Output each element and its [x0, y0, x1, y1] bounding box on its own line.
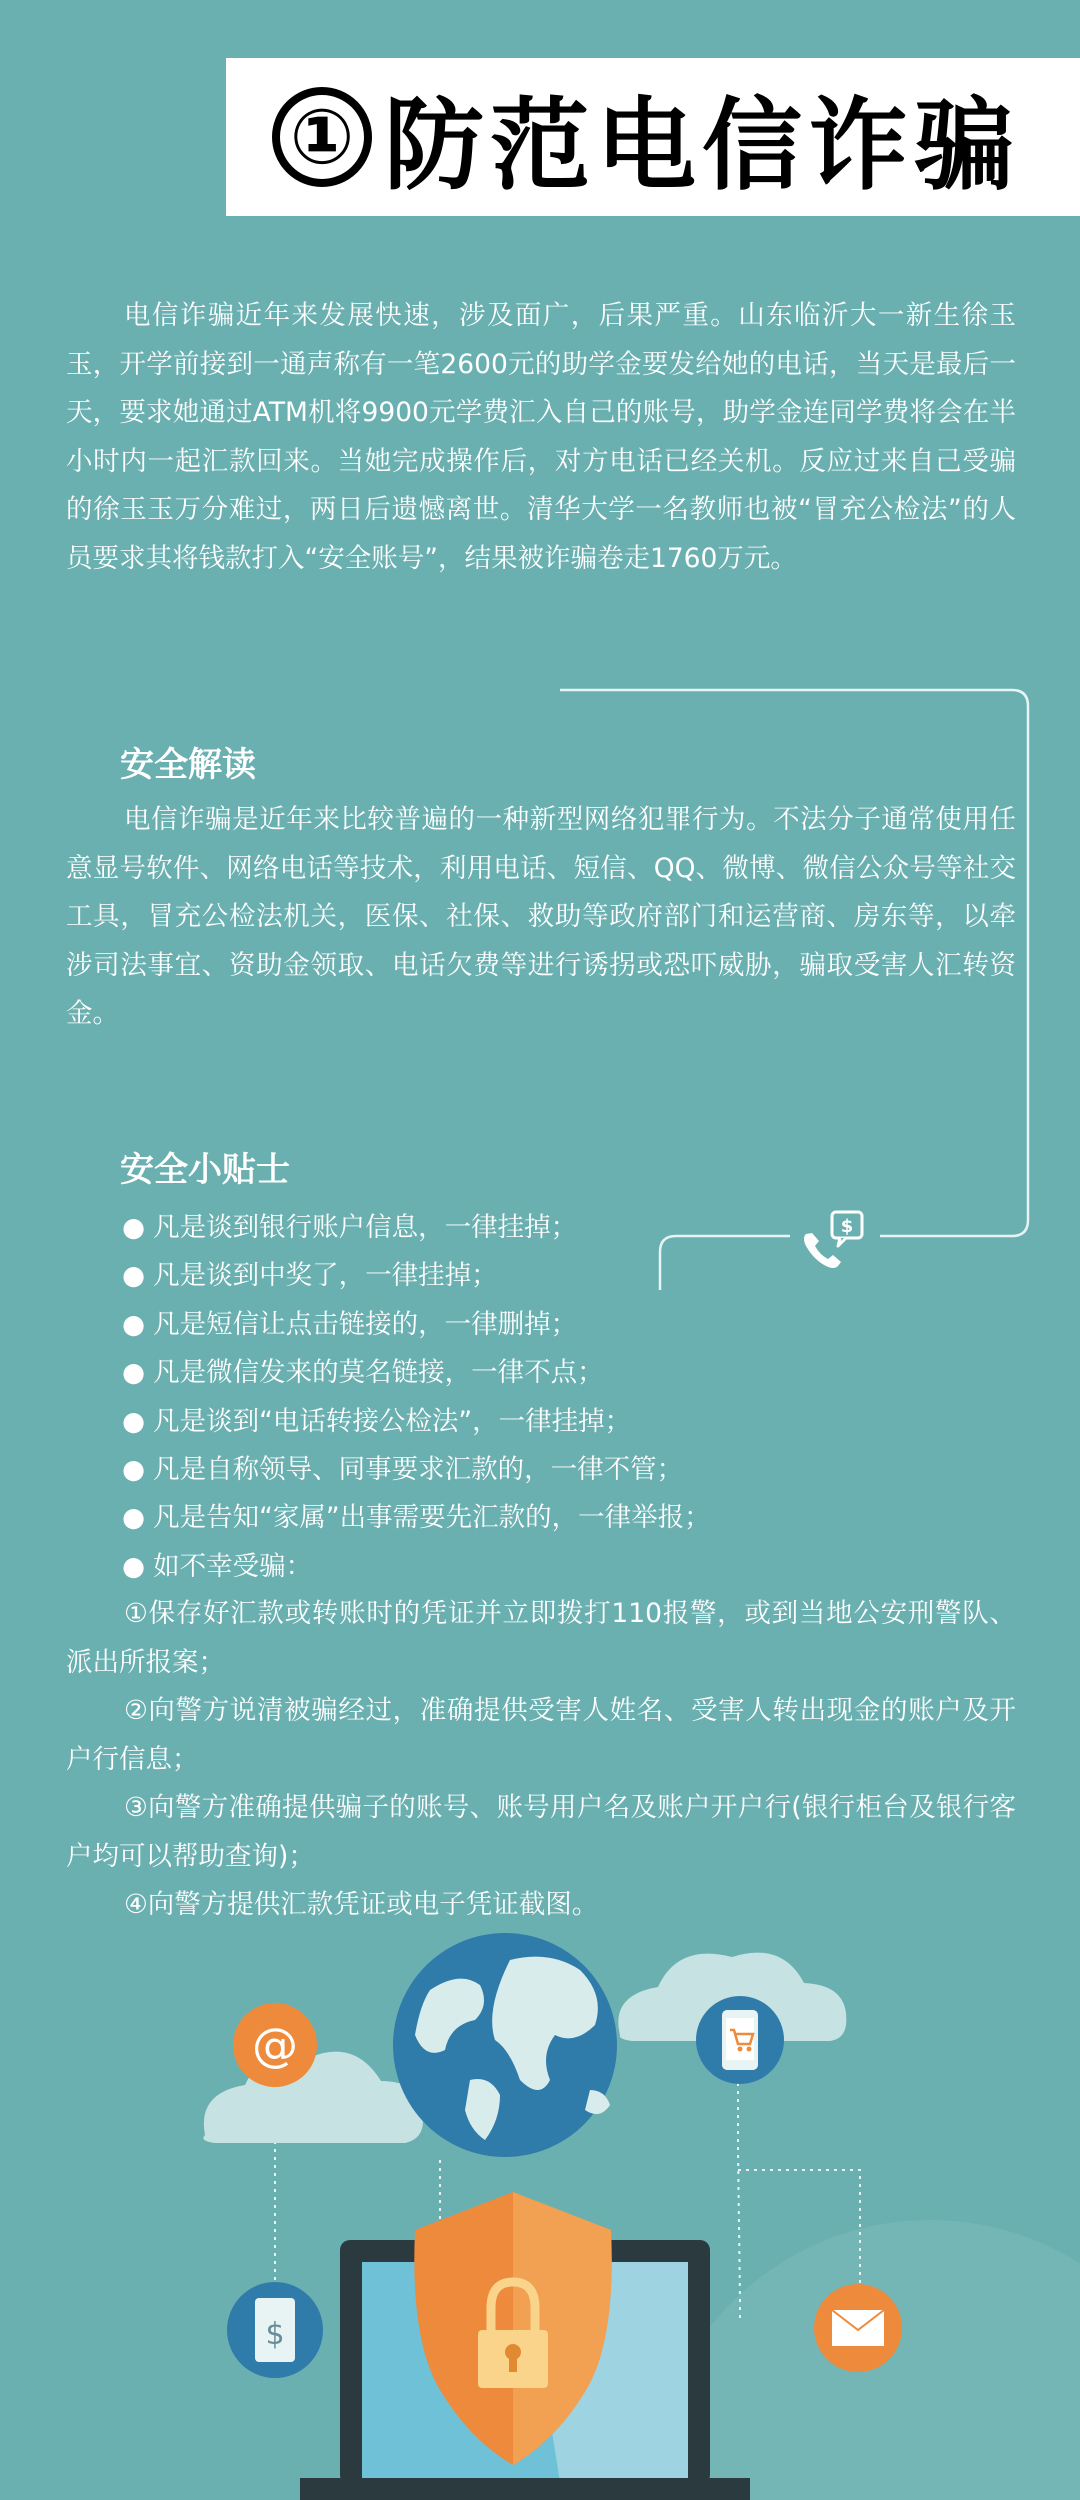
globe-icon [393, 1933, 617, 2157]
mobile-cart-icon [696, 1996, 784, 2084]
list-item: ● 凡是自称领导、同事要求汇款的，一律不管； [122, 1446, 711, 1494]
svg-text:$: $ [265, 2317, 285, 2352]
title-number-badge: ① [272, 87, 372, 187]
security-illustration [0, 1880, 1080, 2500]
list-item: ● 凡是告知“家属”出事需要先汇款的，一律举报； [122, 1494, 711, 1542]
step-item: ④向警方提供汇款凭证或电子凭证截图。 [124, 1889, 599, 1920]
envelope-icon [814, 2284, 902, 2372]
list-item: ● 凡是谈到银行账户信息，一律挂掉； [122, 1204, 711, 1252]
cloud-icon [203, 2052, 423, 2143]
svg-text:$: $ [840, 1216, 854, 1237]
phone-dollar-icon [798, 1210, 872, 1270]
svg-text:@: @ [252, 2018, 298, 2072]
step-item: ①保存好汇款或转账时的凭证并立即拨打110报警，或到当地公安刑警队、派出所报案； [66, 1598, 1016, 1678]
at-sign-icon [233, 2003, 317, 2087]
tips-heading: 安全小贴士 [120, 1150, 290, 1190]
list-item: ● 凡是短信让点击链接的，一律删掉； [122, 1301, 711, 1349]
tablet-dollar-icon [227, 2282, 323, 2378]
intro-paragraph: 电信诈骗近年来发展快速，涉及面广，后果严重。山东临沂大一新生徐玉玉，开学前接到一通声称有一笔2600元的助学金要发给她的电话，当天是最后一天，要求她通过ATM机将9900元学费汇入自己的账号，助学金连同学费将会在半小时内一起汇款回来。当她完成操作后，对方电话已经关机。反应过来自己受骗的徐玉玉万分难过，两日后遗憾离世。清华大学一名教师也被“冒充公检法”的人员要求其将钱款打入“安全账号”，结果被诈骗卷走1760万元。 [66, 300, 1016, 574]
list-item: ● 凡是谈到“电话转接公检法”，一律挂掉； [122, 1398, 711, 1446]
step-item: ②向警方说清被骗经过，准确提供受害人姓名、受害人转出现金的账户及开户行信息； [66, 1695, 1016, 1775]
interpretation-heading: 安全解读 [120, 745, 256, 785]
list-item: ● 凡是微信发来的莫名链接，一律不点； [122, 1349, 711, 1397]
interpretation-paragraph: 电信诈骗是近年来比较普遍的一种新型网络犯罪行为。不法分子通常使用任意显号软件、网络电话等技术，利用电话、短信、QQ、微博、微信公众号等社交工具，冒充公检法机关，医保、社保、救助等政府部门和运营商、房东等，以牵涉司法事宜、资助金领取、电话欠费等进行诱拐或恐吓威胁，骗取受害人汇转资金。 [66, 804, 1016, 1029]
tips-list [122, 1204, 711, 1591]
page-title: 防范电信诈骗 [384, 87, 1020, 204]
steps-list [66, 1590, 1016, 1930]
step-item: ③向警方准确提供骗子的账号、账号用户名及账户开户行(银行柜台及银行客户均可以帮助查询)； [66, 1792, 1016, 1872]
list-item: ● 如不幸受骗： [122, 1543, 711, 1591]
list-item: ● 凡是谈到中奖了，一律挂掉； [122, 1252, 711, 1300]
